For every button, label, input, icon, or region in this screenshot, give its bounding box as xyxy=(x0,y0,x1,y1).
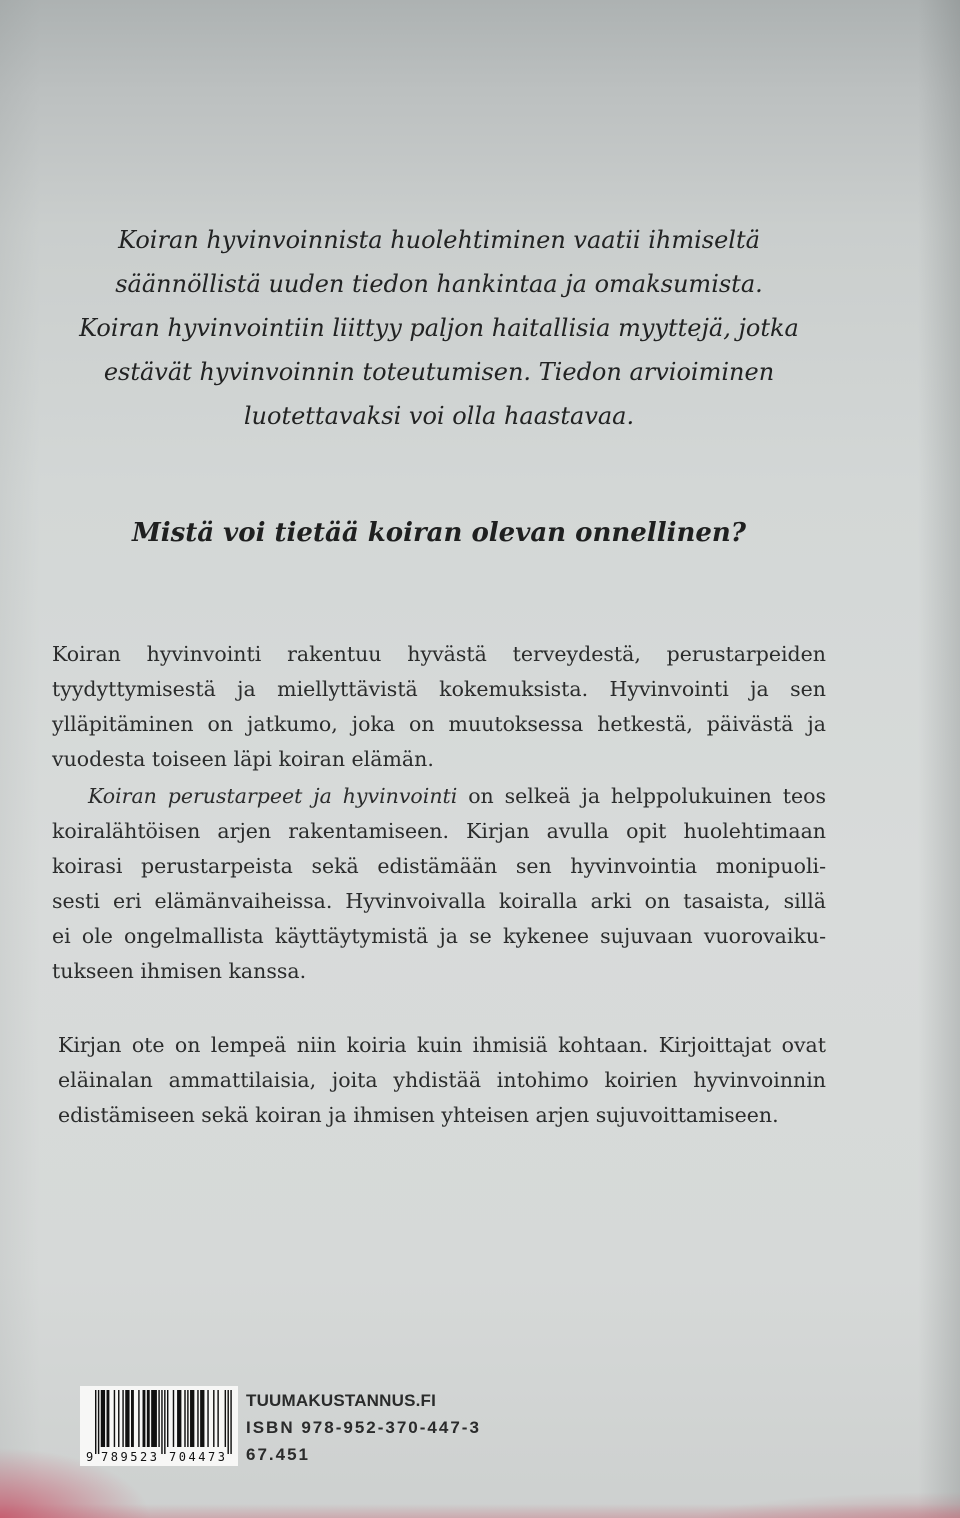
body-line-rest: on selkeä ja helppolukuinen teos xyxy=(468,784,826,808)
intro-blurb xyxy=(52,218,826,438)
barcode-bar xyxy=(187,1390,188,1447)
barcode-bar xyxy=(151,1390,157,1447)
barcode-bar xyxy=(200,1390,204,1447)
section-heading: Mistä voi tietää koiran olevan onnellinen? xyxy=(131,518,747,548)
publisher-website: TUUMAKUSTANNUS.FI xyxy=(246,1391,437,1410)
body-paragraph-2 xyxy=(52,779,826,989)
barcode-bar xyxy=(164,1390,165,1454)
barcode-bar xyxy=(184,1390,185,1447)
isbn-barcode xyxy=(80,1386,238,1466)
barcode-bar xyxy=(101,1390,105,1447)
barcode-left-digits: 789523 xyxy=(101,1450,157,1464)
barcode-bar xyxy=(225,1390,226,1447)
barcode-bar xyxy=(217,1390,218,1447)
barcode-first-digit: 9 xyxy=(86,1450,94,1464)
body-line: Koiran hyvinvointi rakentuu hyvästä terveydestä, perustarpeiden xyxy=(52,642,826,666)
barcode-bar xyxy=(95,1390,96,1454)
barcode-bar xyxy=(98,1390,99,1454)
body-line: vuodesta toiseen läpi koiran elämän. xyxy=(52,747,434,771)
barcode-bars xyxy=(95,1390,232,1454)
intro-line: säännöllistä uuden tiedon hankintaa ja omaksumista. xyxy=(115,270,763,298)
book-title: Koiran perustarpeet ja hyvinvointi xyxy=(88,784,458,808)
intro-line: Koiran hyvinvoinnista huolehtiminen vaatii ihmiseltä xyxy=(118,226,760,254)
body-line: eläinalan ammattilaisia, joita yhdistää intohimo koirien hyvinvoinnin xyxy=(58,1068,826,1092)
body-line: sesti eri elämänvaiheissa. Hyvinvoivalla koiralla arki on tasaista, sillä xyxy=(52,889,826,913)
isbn-number: ISBN 978-952-370-447-3 xyxy=(246,1418,481,1437)
barcode-bar xyxy=(213,1390,214,1447)
classification-code: 67.451 xyxy=(246,1445,310,1464)
barcode-bar xyxy=(173,1390,174,1447)
intro-line: estävät hyvinvoinnin toteutumisen. Tiedon arvioiminen xyxy=(103,358,775,386)
barcode-bar xyxy=(131,1390,134,1447)
barcode-bar xyxy=(197,1390,198,1447)
barcode-bar xyxy=(138,1390,139,1447)
barcode-bar xyxy=(125,1390,129,1447)
intro-line: Koiran hyvinvointiin liittyy paljon haitallisia myyttejä, jotka xyxy=(79,314,799,342)
body-line: koirasi perustarpeista sekä edistämään sen hyvinvointia monipuoli- xyxy=(52,854,826,878)
body-line: edistämiseen sekä koiran ja ihmisen yhteisen arjen sujuvoittamiseen. xyxy=(58,1103,779,1127)
barcode-bar xyxy=(114,1390,115,1447)
barcode-bar xyxy=(190,1390,194,1447)
body-line: Kirjan ote on lempeä niin koiria kuin ihmisiä kohtaan. Kirjoittajat ovat xyxy=(58,1033,826,1057)
barcode-bar xyxy=(122,1390,123,1447)
body-paragraph-1 xyxy=(52,637,826,777)
barcode-bar xyxy=(177,1390,181,1447)
publisher-info xyxy=(246,1387,481,1468)
barcode-bar xyxy=(118,1390,119,1447)
intro-line: luotettavaksi voi olla haastavaa. xyxy=(243,402,635,430)
barcode-bar xyxy=(161,1390,162,1454)
barcode-bar xyxy=(230,1390,231,1454)
barcode-bar xyxy=(167,1390,168,1447)
barcode-bar xyxy=(107,1390,110,1447)
barcode-bar xyxy=(143,1390,146,1447)
body-line: koiralähtöisen arjen rakentamiseen. Kirjan avulla opit huolehtimaan xyxy=(52,819,826,843)
body-paragraph-3 xyxy=(58,1028,826,1133)
body-line xyxy=(88,779,826,814)
body-line: tyydyttymisestä ja miellyttävistä kokemuksista. Hyvinvointi ja sen xyxy=(52,677,826,701)
body-line: ei ole ongelmallista käyttäytymistä ja se kykenee sujuvaan vuorovaiku- xyxy=(52,924,826,948)
barcode-bar xyxy=(158,1390,159,1447)
barcode-bar xyxy=(227,1390,228,1454)
body-line: tukseen ihmisen kanssa. xyxy=(52,959,307,983)
barcode-right-digits: 704473 xyxy=(169,1450,225,1464)
barcode-bar xyxy=(207,1390,208,1447)
barcode xyxy=(80,1386,238,1466)
body-line: ylläpitäminen on jatkumo, joka on muutoksessa hetkestä, päivästä ja xyxy=(52,712,826,736)
barcode-bar xyxy=(147,1390,150,1447)
